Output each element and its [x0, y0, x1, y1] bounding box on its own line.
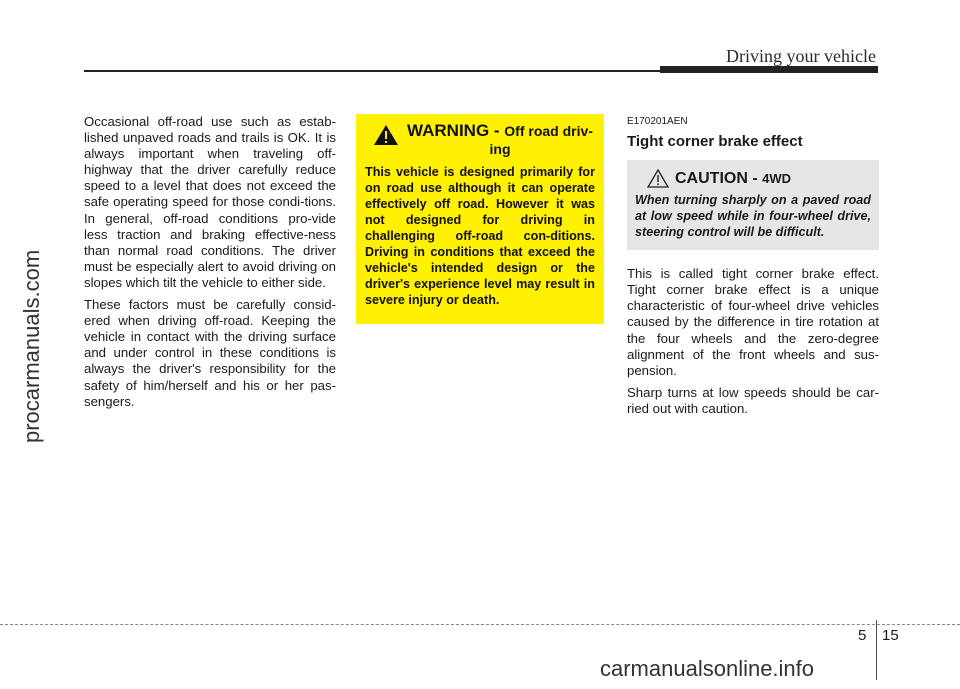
- section-title: Tight corner brake effect: [627, 133, 803, 151]
- caution-title: [675, 171, 791, 187]
- right-column: [627, 114, 879, 423]
- footer-rule: [0, 624, 960, 625]
- warning-subtitle: Off road driv-ing: [489, 123, 593, 157]
- caution-subtitle: 4WD: [762, 170, 791, 186]
- header-rule: [84, 70, 660, 72]
- header-title: Driving your vehicle: [726, 46, 876, 66]
- page-divider: [876, 620, 877, 680]
- warning-title: [405, 122, 595, 158]
- page-number: 15: [882, 627, 899, 644]
- section-code: E170201AEN: [627, 116, 688, 127]
- warning-title-text: WARNING -: [407, 121, 505, 140]
- right-paragraph-2: Sharp turns at low speeds should be car-ried out with caution.: [627, 384, 879, 416]
- warning-box: [356, 114, 604, 324]
- warning-triangle-icon: [373, 124, 399, 146]
- caution-body: When turning sharply on a paved road at low speed while in four-wheel drive, steering control will be difficult.: [635, 193, 871, 240]
- caution-triangle-icon: [647, 169, 669, 188]
- left-paragraph-1: Occasional off-road use such as estab-lished unpaved roads and trails is OK. It is always important when traveling off-highway that the driver carefully reduce speed to a level that does not exceed the safe operating speed for those condi-tions. In general, off-road conditions pro-vide less traction and braking effective-ness than normal road conditions. The driver must be especially alert to avoid driving on slopes which tilt the vehicle to either side.: [84, 114, 336, 290]
- header-rule-thick: [660, 66, 878, 73]
- caution-header: [635, 169, 871, 188]
- warning-body: This vehicle is designed primarily for on road use although it can operate effectively off road. However it was not designed for driving in challenging off-road con-ditions. Driving in conditions that exceed the vehicle's intended design or the driver's experience level may result in severe injury or death.: [365, 165, 595, 307]
- warning-header: [365, 122, 595, 158]
- caution-box: [627, 160, 879, 250]
- left-column: [84, 114, 336, 416]
- left-paragraph-2: These factors must be carefully consid-ered when driving off-road. Keeping the vehicle in contact with the driving surface and under control in these conditions is always the driver's responsibility for the safety of him/herself and his or her pas-sengers.: [84, 297, 336, 409]
- page-section-number: 5: [858, 627, 867, 644]
- caution-title-text: CAUTION -: [675, 169, 763, 187]
- right-paragraph-1: This is called tight corner brake effect. Tight corner brake effect is a unique characteristic of four-wheel drive vehicles caused by the difference in tire rotation at the four wheels and the zero-degree alignment of the front wheels and sus-pension.: [627, 266, 879, 378]
- side-watermark: procarmanuals.com: [19, 249, 44, 443]
- bottom-watermark: carmanualsonline.info: [600, 656, 815, 681]
